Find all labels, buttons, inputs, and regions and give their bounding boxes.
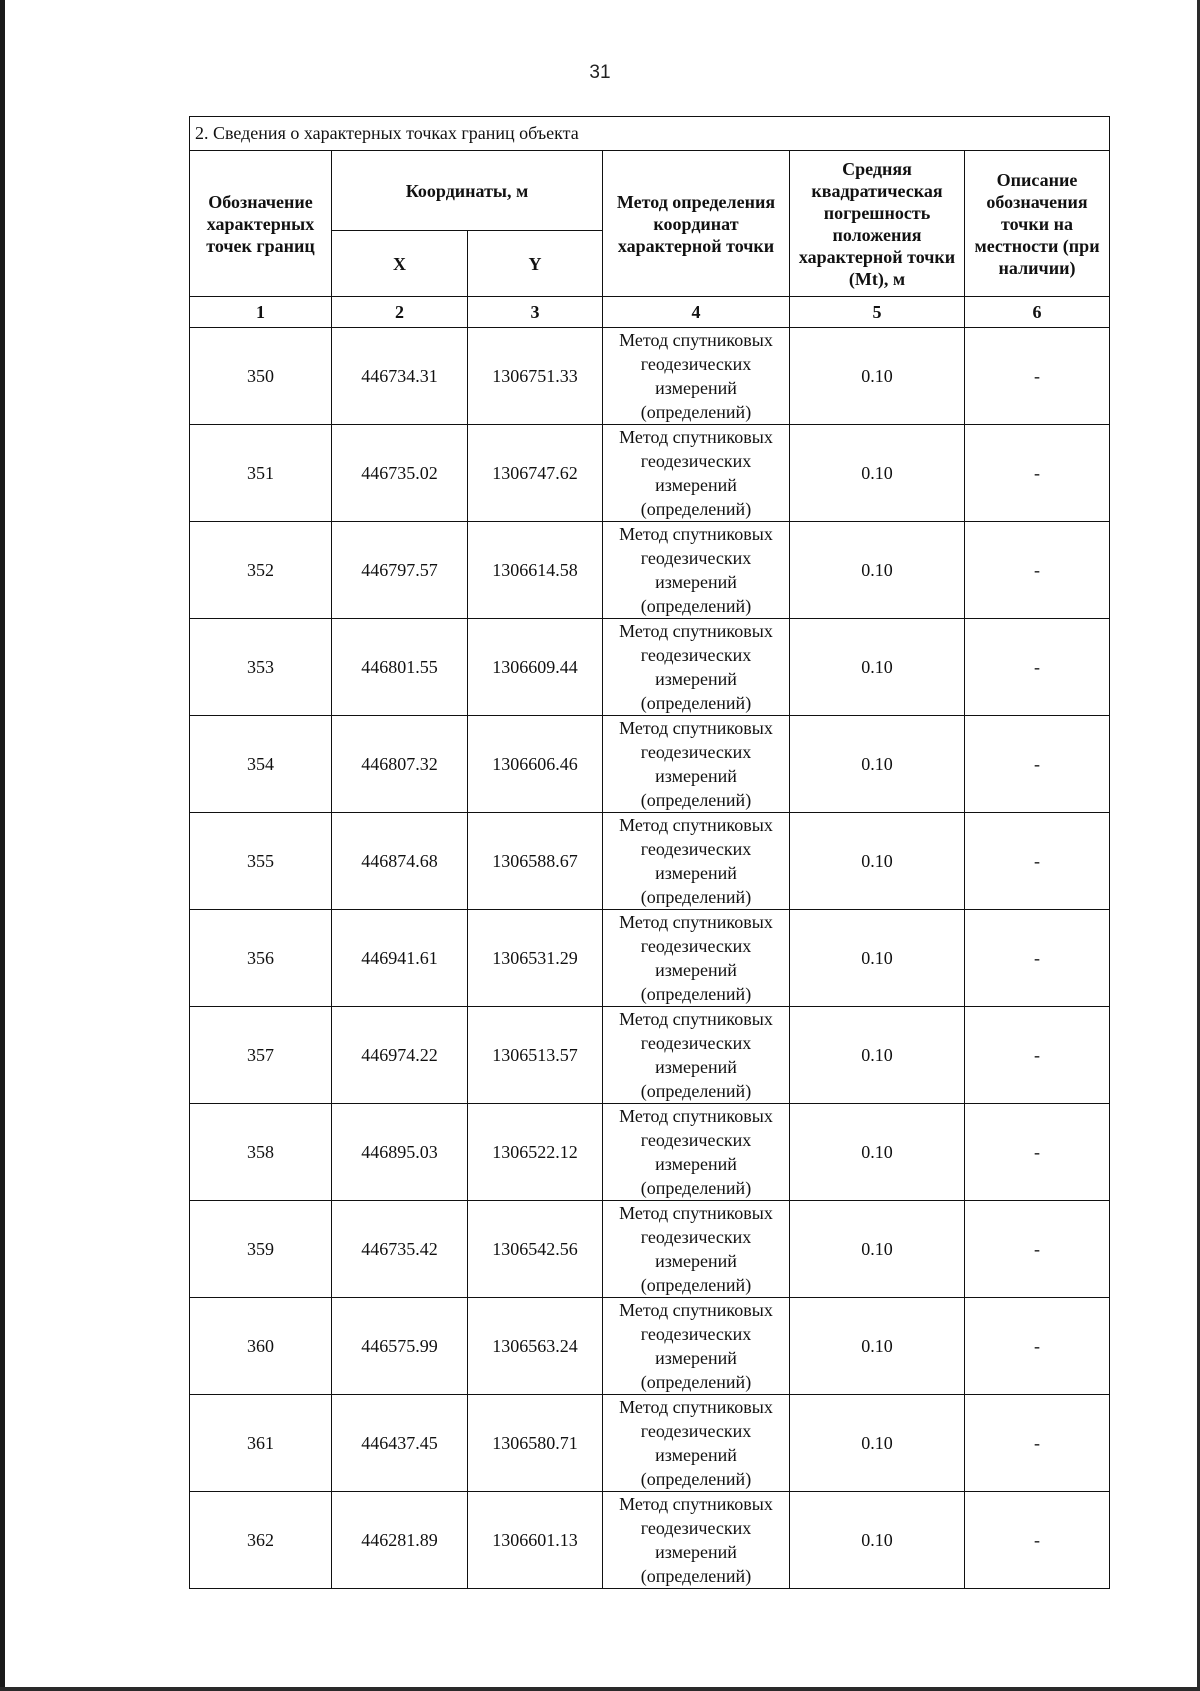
cell-accuracy: 0.10 xyxy=(790,1007,965,1104)
cell-description: - xyxy=(965,716,1110,813)
column-numbers-row xyxy=(190,297,1110,328)
cell-coord-y: 1306751.33 xyxy=(468,328,603,425)
cell-method: Метод спутниковых геодезических измерений (определений) xyxy=(603,1298,790,1395)
column-number: 1 xyxy=(190,297,332,328)
table-row xyxy=(190,1298,1110,1395)
cell-coord-y: 1306531.29 xyxy=(468,910,603,1007)
table-row xyxy=(190,425,1110,522)
cell-coord-x: 446735.02 xyxy=(332,425,468,522)
header-accuracy: Средняя квадратическая погрешность положения характерной точки (Mt), м xyxy=(790,151,965,297)
cell-point-number: 350 xyxy=(190,328,332,425)
table-row xyxy=(190,328,1110,425)
column-number: 3 xyxy=(468,297,603,328)
table-row xyxy=(190,1395,1110,1492)
cell-coord-y: 1306513.57 xyxy=(468,1007,603,1104)
cell-coord-x: 446801.55 xyxy=(332,619,468,716)
cell-description: - xyxy=(965,1492,1110,1589)
cell-coord-y: 1306563.24 xyxy=(468,1298,603,1395)
cell-coord-x: 446895.03 xyxy=(332,1104,468,1201)
cell-method: Метод спутниковых геодезических измерений (определений) xyxy=(603,328,790,425)
cell-coord-x: 446575.99 xyxy=(332,1298,468,1395)
cell-coord-y: 1306601.13 xyxy=(468,1492,603,1589)
cell-method: Метод спутниковых геодезических измерений (определений) xyxy=(603,522,790,619)
cell-coord-x: 446437.45 xyxy=(332,1395,468,1492)
cell-description: - xyxy=(965,1007,1110,1104)
table-row xyxy=(190,813,1110,910)
header-coordinates: Координаты, м xyxy=(332,151,603,231)
cell-coord-x: 446974.22 xyxy=(332,1007,468,1104)
column-number: 6 xyxy=(965,297,1110,328)
cell-description: - xyxy=(965,522,1110,619)
section-title-row xyxy=(190,117,1110,151)
cell-description: - xyxy=(965,1104,1110,1201)
table-row xyxy=(190,1201,1110,1298)
header-x: X xyxy=(332,231,468,297)
header-row-1 xyxy=(190,151,1110,231)
table-row xyxy=(190,1007,1110,1104)
cell-coord-x: 446807.32 xyxy=(332,716,468,813)
cell-coord-y: 1306614.58 xyxy=(468,522,603,619)
cell-coord-x: 446735.42 xyxy=(332,1201,468,1298)
page-number: 31 xyxy=(589,62,611,83)
cell-point-number: 357 xyxy=(190,1007,332,1104)
table-row xyxy=(190,522,1110,619)
cell-description: - xyxy=(965,328,1110,425)
cell-coord-x: 446281.89 xyxy=(332,1492,468,1589)
cell-coord-x: 446874.68 xyxy=(332,813,468,910)
cell-method: Метод спутниковых геодезических измерений (определений) xyxy=(603,425,790,522)
cell-method: Метод спутниковых геодезических измерений (определений) xyxy=(603,910,790,1007)
cell-accuracy: 0.10 xyxy=(790,1201,965,1298)
header-description: Описание обозначения точки на местности (при наличии) xyxy=(965,151,1110,297)
cell-accuracy: 0.10 xyxy=(790,425,965,522)
cell-method: Метод спутниковых геодезических измерений (определений) xyxy=(603,813,790,910)
cell-method: Метод спутниковых геодезических измерений (определений) xyxy=(603,1007,790,1104)
cell-accuracy: 0.10 xyxy=(790,910,965,1007)
cell-description: - xyxy=(965,1201,1110,1298)
cell-accuracy: 0.10 xyxy=(790,813,965,910)
cell-coord-y: 1306606.46 xyxy=(468,716,603,813)
cell-method: Метод спутниковых геодезических измерений (определений) xyxy=(603,1492,790,1589)
cell-accuracy: 0.10 xyxy=(790,1104,965,1201)
cell-coord-y: 1306747.62 xyxy=(468,425,603,522)
cell-point-number: 358 xyxy=(190,1104,332,1201)
cell-point-number: 355 xyxy=(190,813,332,910)
cell-accuracy: 0.10 xyxy=(790,619,965,716)
cell-accuracy: 0.10 xyxy=(790,328,965,425)
column-number: 4 xyxy=(603,297,790,328)
cell-description: - xyxy=(965,813,1110,910)
cell-coord-y: 1306580.71 xyxy=(468,1395,603,1492)
cell-point-number: 352 xyxy=(190,522,332,619)
scan-edge-bottom xyxy=(0,1687,1200,1691)
cell-method: Метод спутниковых геодезических измерений (определений) xyxy=(603,1395,790,1492)
cell-coord-y: 1306588.67 xyxy=(468,813,603,910)
cell-accuracy: 0.10 xyxy=(790,1298,965,1395)
cell-method: Метод спутниковых геодезических измерений (определений) xyxy=(603,1201,790,1298)
header-designation: Обозначение характерных точек границ xyxy=(190,151,332,297)
cell-method: Метод спутниковых геодезических измерений (определений) xyxy=(603,716,790,813)
table-row xyxy=(190,619,1110,716)
cell-accuracy: 0.10 xyxy=(790,1492,965,1589)
cell-coord-x: 446941.61 xyxy=(332,910,468,1007)
cell-point-number: 356 xyxy=(190,910,332,1007)
cell-accuracy: 0.10 xyxy=(790,1395,965,1492)
cell-coord-y: 1306542.56 xyxy=(468,1201,603,1298)
cell-point-number: 359 xyxy=(190,1201,332,1298)
column-number: 2 xyxy=(332,297,468,328)
cell-point-number: 362 xyxy=(190,1492,332,1589)
cell-description: - xyxy=(965,1395,1110,1492)
cell-coord-y: 1306609.44 xyxy=(468,619,603,716)
cell-description: - xyxy=(965,425,1110,522)
table-row xyxy=(190,716,1110,813)
cell-point-number: 354 xyxy=(190,716,332,813)
cell-coord-x: 446797.57 xyxy=(332,522,468,619)
table-row xyxy=(190,910,1110,1007)
cell-method: Метод спутниковых геодезических измерений (определений) xyxy=(603,1104,790,1201)
header-y: Y xyxy=(468,231,603,297)
cell-point-number: 351 xyxy=(190,425,332,522)
cell-description: - xyxy=(965,910,1110,1007)
section-title: 2. Сведения о характерных точках границ объекта xyxy=(190,117,1110,151)
scan-edge-left xyxy=(0,0,5,1691)
header-method: Метод определения координат характерной точки xyxy=(603,151,790,297)
boundary-points-table xyxy=(189,116,1110,1589)
cell-description: - xyxy=(965,619,1110,716)
table-row xyxy=(190,1492,1110,1589)
cell-point-number: 353 xyxy=(190,619,332,716)
table-row xyxy=(190,1104,1110,1201)
cell-coord-y: 1306522.12 xyxy=(468,1104,603,1201)
cell-accuracy: 0.10 xyxy=(790,716,965,813)
cell-method: Метод спутниковых геодезических измерений (определений) xyxy=(603,619,790,716)
cell-accuracy: 0.10 xyxy=(790,522,965,619)
cell-description: - xyxy=(965,1298,1110,1395)
cell-coord-x: 446734.31 xyxy=(332,328,468,425)
cell-point-number: 361 xyxy=(190,1395,332,1492)
column-number: 5 xyxy=(790,297,965,328)
cell-point-number: 360 xyxy=(190,1298,332,1395)
